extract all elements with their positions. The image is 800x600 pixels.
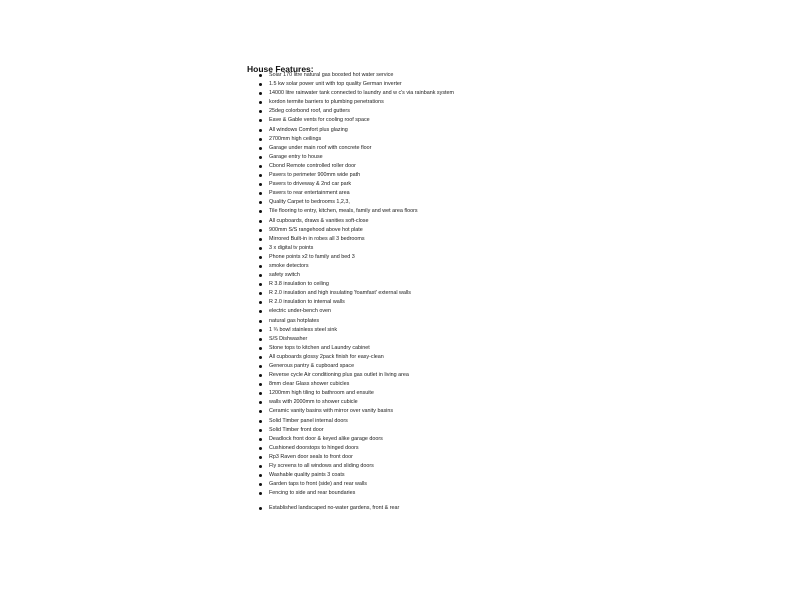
feature-text: Stone tops to kitchen and Laundry cabinet bbox=[269, 344, 370, 351]
list-item bbox=[256, 262, 454, 271]
list-item bbox=[256, 453, 454, 462]
feature-list bbox=[256, 71, 454, 514]
bullet-icon bbox=[259, 274, 262, 277]
list-item bbox=[256, 189, 454, 198]
bullet-icon bbox=[259, 292, 262, 295]
list-item bbox=[256, 462, 454, 471]
bullet-icon bbox=[259, 456, 262, 459]
list-item bbox=[256, 162, 454, 171]
bullet-icon bbox=[259, 220, 262, 223]
feature-text: Tile flooring to entry, kitchen, meals, family and wet area floors bbox=[269, 208, 418, 215]
list-item bbox=[256, 89, 454, 98]
list-item bbox=[256, 326, 454, 335]
bullet-icon bbox=[259, 392, 262, 395]
bullet-icon bbox=[259, 247, 262, 250]
bullet-icon bbox=[259, 483, 262, 486]
feature-text: Pavers to perimeter 900mm wide path bbox=[269, 172, 361, 179]
feature-text: 3 x digital tv points bbox=[269, 244, 314, 251]
bullet-icon bbox=[259, 347, 262, 350]
bullet-icon bbox=[259, 229, 262, 232]
list-item bbox=[256, 444, 454, 453]
list-item bbox=[256, 153, 454, 162]
list-item bbox=[256, 504, 454, 513]
page-title: House Features: bbox=[247, 64, 314, 74]
bullet-icon bbox=[259, 410, 262, 413]
bullet-icon bbox=[259, 356, 262, 359]
feature-text: 14000 litre rainwater tank connected to laundry and w c's via rainbank system bbox=[269, 90, 455, 97]
bullet-icon bbox=[259, 147, 262, 150]
feature-text: Eave & Gable vents for cooling roof space bbox=[269, 117, 370, 124]
feature-text: 2700mm high ceilings bbox=[269, 135, 322, 142]
bullet-icon bbox=[259, 310, 262, 313]
bullet-icon bbox=[259, 401, 262, 404]
feature-text: kordon termite barriers to plumbing penetrations bbox=[269, 99, 384, 106]
bullet-icon bbox=[259, 465, 262, 468]
list-item bbox=[256, 480, 454, 489]
feature-text: S/S Dishwasher bbox=[269, 335, 308, 342]
list-item bbox=[256, 307, 454, 316]
list-item bbox=[256, 335, 454, 344]
feature-text: 1.5 kw solar power unit with top quality German inverter bbox=[269, 81, 402, 88]
bullet-icon bbox=[259, 301, 262, 304]
bullet-icon bbox=[259, 192, 262, 195]
bullet-icon bbox=[259, 447, 262, 450]
list-item bbox=[256, 417, 454, 426]
bullet-icon bbox=[259, 256, 262, 259]
bullet-icon bbox=[259, 420, 262, 423]
list-item bbox=[256, 489, 454, 498]
bullet-icon bbox=[259, 429, 262, 432]
list-item bbox=[256, 107, 454, 116]
bullet-icon bbox=[259, 210, 262, 213]
feature-text: All cupboards glossy 2pack finish for easy-clean bbox=[269, 353, 384, 360]
list-item bbox=[256, 380, 454, 389]
bullet-icon bbox=[259, 74, 262, 77]
list-item bbox=[256, 362, 454, 371]
bullet-icon bbox=[259, 201, 262, 204]
list-item bbox=[256, 435, 454, 444]
bullet-icon bbox=[259, 329, 262, 332]
list-item bbox=[256, 244, 454, 253]
bullet-icon bbox=[259, 374, 262, 377]
feature-text: Generous pantry & cupboard space bbox=[269, 363, 355, 369]
list-item bbox=[256, 271, 454, 280]
feature-text: walls with 2000mm to shower cubicle bbox=[269, 399, 358, 406]
feature-text: Reverse cycle Air conditioning plus gas outlet in living area bbox=[269, 372, 409, 379]
feature-text: All windows Comfort plus glazing bbox=[269, 126, 348, 133]
feature-text: R 3.8 insulation to ceiling bbox=[269, 281, 329, 288]
bullet-icon bbox=[259, 365, 262, 368]
feature-text: Pavers to driveway & 2nd car park bbox=[269, 181, 352, 188]
list-item bbox=[256, 226, 454, 235]
feature-text: Phone points x2 to family and bed 3 bbox=[269, 253, 355, 260]
list-item bbox=[256, 471, 454, 480]
list-item bbox=[256, 407, 454, 416]
bullet-icon bbox=[259, 438, 262, 441]
list-item bbox=[256, 71, 454, 80]
feature-text: 900mm S/S rangehood above hot plate bbox=[269, 226, 363, 233]
feature-text: Cbond Remote controlled roller door bbox=[269, 162, 356, 169]
feature-text: electric under-bench oven bbox=[269, 308, 332, 315]
list-item bbox=[256, 289, 454, 298]
feature-text: R 2.0 insulation to internal walls bbox=[269, 299, 345, 306]
list-item bbox=[256, 280, 454, 289]
feature-text: All cupboards, draws & vanities soft-close bbox=[269, 217, 369, 224]
feature-text: Mirrored Built-in in robes all 3 bedrooms bbox=[269, 235, 365, 242]
feature-text: Solid Timber front door bbox=[269, 426, 324, 433]
list-item bbox=[256, 207, 454, 216]
bullet-icon bbox=[259, 383, 262, 386]
list-item bbox=[256, 253, 454, 262]
bullet-icon bbox=[259, 83, 262, 86]
list-item bbox=[256, 217, 454, 226]
list-item bbox=[256, 344, 454, 353]
bullet-icon bbox=[259, 138, 262, 141]
list-item bbox=[256, 389, 454, 398]
list-item bbox=[256, 135, 454, 144]
list-item bbox=[256, 171, 454, 180]
bullet-icon bbox=[259, 507, 262, 510]
list-item bbox=[256, 235, 454, 244]
feature-text: Garage under main roof with concrete floor bbox=[269, 144, 372, 151]
list-item bbox=[256, 98, 454, 107]
bullet-icon bbox=[259, 165, 262, 168]
list-item bbox=[256, 398, 454, 407]
feature-text: Garden taps to front (side) and rear walls bbox=[269, 481, 367, 488]
feature-text: Cushioned doorstops to hinged doors bbox=[269, 444, 359, 451]
list-item bbox=[256, 198, 454, 207]
bullet-icon bbox=[259, 101, 262, 104]
feature-text: Washable quality paints 3 coats bbox=[269, 472, 345, 479]
bullet-icon bbox=[259, 110, 262, 113]
feature-text: 1 ¾ bowl stainless steel sink bbox=[269, 326, 338, 333]
feature-text: 1200mm high tiling to bathroom and ensuite bbox=[269, 390, 374, 397]
bullet-icon bbox=[259, 492, 262, 495]
bullet-icon bbox=[259, 129, 262, 132]
list-item bbox=[256, 126, 454, 135]
feature-text: R 2.0 insulation and high insulating 'foamfast' external walls bbox=[269, 290, 411, 297]
list-item bbox=[256, 116, 454, 125]
bullet-icon bbox=[259, 283, 262, 286]
bullet-icon bbox=[259, 92, 262, 95]
bullet-icon bbox=[259, 474, 262, 477]
feature-text: Pavers to rear entertainment area bbox=[269, 190, 350, 197]
bullet-icon bbox=[259, 156, 262, 159]
list-item bbox=[256, 180, 454, 189]
bullet-icon bbox=[259, 265, 262, 268]
feature-text: natural gas hotplates bbox=[269, 317, 320, 324]
bullet-icon bbox=[259, 183, 262, 186]
feature-text: Established landscaped no-water gardens, front & rear bbox=[269, 505, 400, 512]
feature-text: 25deg colorbond roof, and gutters bbox=[269, 108, 350, 115]
feature-text: smoke detectors bbox=[269, 262, 309, 269]
feature-text: Fencing to side and rear boundaries bbox=[269, 490, 356, 497]
feature-text: Ceramic vanity basins with mirror over vanity basins bbox=[269, 408, 394, 415]
list-item bbox=[256, 144, 454, 153]
bullet-icon bbox=[259, 238, 262, 241]
feature-text: Solid Timber panel internal doors bbox=[269, 417, 348, 424]
feature-text: Fly screens to all windows and sliding doors bbox=[269, 463, 374, 470]
feature-text: 8mm clear Glass shower cubicles bbox=[269, 381, 350, 388]
feature-text: Rp3 Raven door seals to front door bbox=[269, 453, 353, 460]
feature-text: safety switch bbox=[269, 272, 300, 279]
bullet-icon bbox=[259, 320, 262, 323]
bullet-icon bbox=[259, 338, 262, 341]
bullet-icon bbox=[259, 119, 262, 122]
list-item bbox=[256, 298, 454, 307]
list-item bbox=[256, 371, 454, 380]
list-item bbox=[256, 317, 454, 326]
list-item bbox=[256, 353, 454, 362]
feature-text: Quality Carpet to bedrooms 1,2,3, bbox=[269, 199, 350, 206]
bullet-icon bbox=[259, 174, 262, 177]
feature-text: Deadlock front door & keyed alike garage doors bbox=[269, 435, 383, 442]
list-item bbox=[256, 80, 454, 89]
list-item bbox=[256, 426, 454, 435]
feature-text: Garage entry to house bbox=[269, 153, 323, 160]
feature-text: Solar 170 litre natural gas boosted hot water service bbox=[269, 72, 394, 78]
